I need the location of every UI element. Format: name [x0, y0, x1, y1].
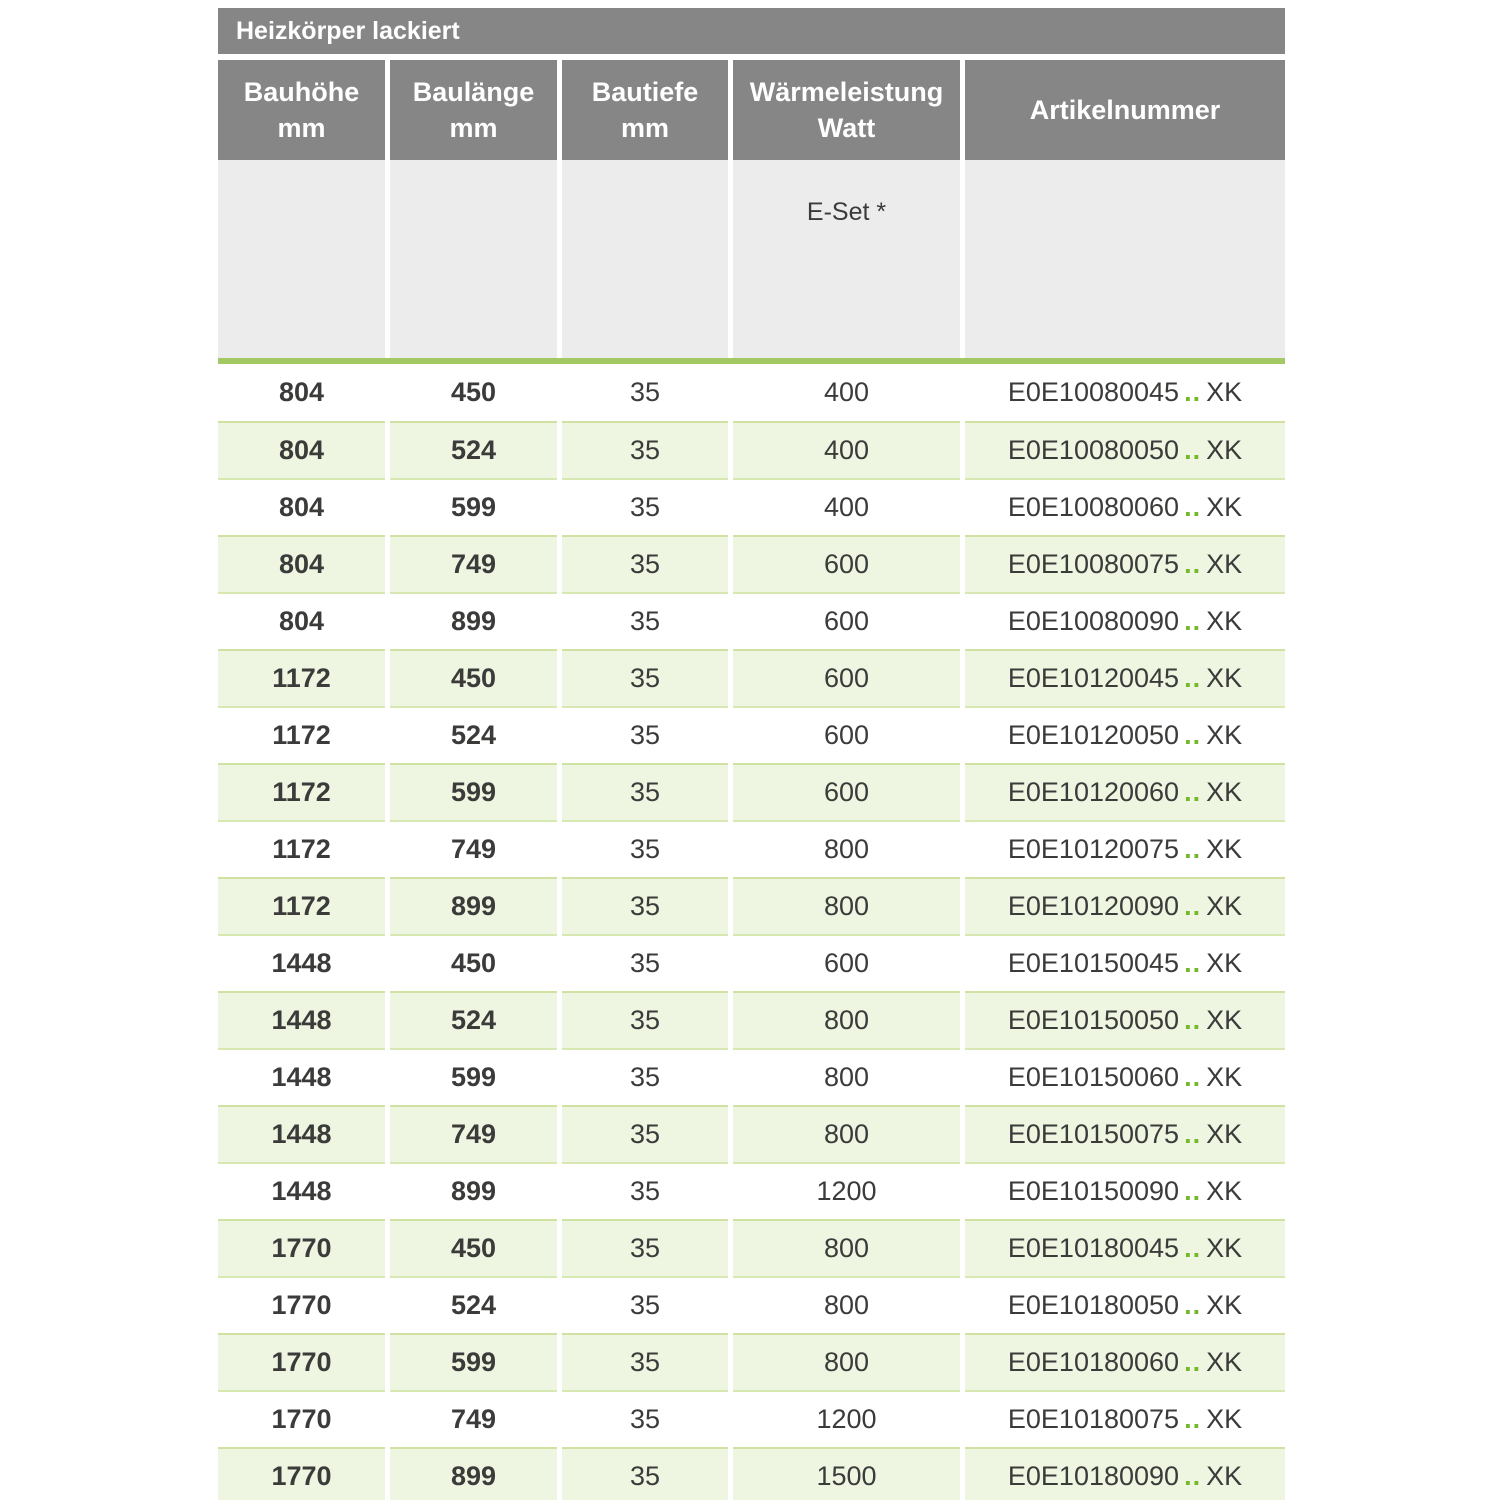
artikelnummer-suffix: XK	[1206, 1176, 1243, 1206]
cell-baulaenge: 749	[390, 1105, 557, 1162]
table-body	[218, 364, 1285, 1500]
cell-waermeleistung: 800	[733, 991, 960, 1048]
artikelnummer-prefix: E0E10180045	[1007, 1233, 1180, 1263]
cell-baulaenge: 450	[390, 649, 557, 706]
artikelnummer-color-dots: ..	[1184, 891, 1202, 921]
cell-bauhoehe: 1770	[218, 1219, 385, 1276]
cell-baulaenge: 524	[390, 421, 557, 478]
cell-baulaenge: 899	[390, 1447, 557, 1500]
table-row	[218, 934, 1285, 991]
cell-waermeleistung: 600	[733, 706, 960, 763]
cell-bauhoehe: 1448	[218, 991, 385, 1048]
column-header-unit: mm	[620, 113, 669, 143]
artikelnummer-color-dots: ..	[1184, 663, 1202, 693]
cell-waermeleistung: 600	[733, 535, 960, 592]
cell-bautiefe: 35	[562, 649, 728, 706]
cell-artikelnummer	[965, 820, 1285, 877]
cell-baulaenge: 524	[390, 706, 557, 763]
column-header-bautiefe	[562, 60, 728, 160]
table-row	[218, 1105, 1285, 1162]
cell-bautiefe: 35	[562, 877, 728, 934]
artikelnummer-suffix: XK	[1206, 1062, 1243, 1092]
cell-artikelnummer	[965, 649, 1285, 706]
artikelnummer-prefix: E0E10080045	[1007, 377, 1180, 407]
artikelnummer-suffix: XK	[1206, 377, 1243, 407]
cell-waermeleistung: 400	[733, 478, 960, 535]
cell-bauhoehe: 1172	[218, 820, 385, 877]
column-header-unit: mm	[277, 113, 326, 143]
artikelnummer-suffix: XK	[1206, 1233, 1243, 1263]
artikelnummer-prefix: E0E10120050	[1007, 720, 1180, 750]
column-header-baulaenge	[390, 60, 557, 160]
cell-bauhoehe: 804	[218, 592, 385, 649]
column-header-waermeleistung	[733, 60, 960, 160]
artikelnummer-color-dots: ..	[1184, 1005, 1202, 1035]
cell-artikelnummer	[965, 421, 1285, 478]
cell-waermeleistung: 600	[733, 934, 960, 991]
cell-artikelnummer	[965, 478, 1285, 535]
artikelnummer-prefix: E0E10120075	[1007, 834, 1180, 864]
artikelnummer-suffix: XK	[1206, 435, 1243, 465]
artikelnummer-suffix: XK	[1206, 1347, 1243, 1377]
artikelnummer-suffix: XK	[1206, 663, 1243, 693]
table-row	[218, 1219, 1285, 1276]
cell-bauhoehe: 1172	[218, 706, 385, 763]
cell-bautiefe: 35	[562, 1447, 728, 1500]
cell-baulaenge: 599	[390, 763, 557, 820]
cell-artikelnummer	[965, 763, 1285, 820]
cell-artikelnummer	[965, 1447, 1285, 1500]
cell-waermeleistung: 800	[733, 877, 960, 934]
cell-bautiefe: 35	[562, 991, 728, 1048]
subheader-cell-bauhoehe	[218, 160, 385, 358]
artikelnummer-color-dots: ..	[1184, 377, 1202, 407]
cell-waermeleistung: 1500	[733, 1447, 960, 1500]
subheader-cell-eset	[733, 160, 960, 358]
cell-artikelnummer	[965, 1333, 1285, 1390]
cell-waermeleistung: 400	[733, 364, 960, 421]
column-header-label: Artikelnummer	[1029, 94, 1221, 125]
cell-bauhoehe: 1172	[218, 877, 385, 934]
cell-waermeleistung: 800	[733, 1048, 960, 1105]
cell-baulaenge: 450	[390, 364, 557, 421]
cell-baulaenge: 899	[390, 592, 557, 649]
cell-waermeleistung: 1200	[733, 1162, 960, 1219]
table-row	[218, 763, 1285, 820]
cell-baulaenge: 899	[390, 1162, 557, 1219]
product-spec-table	[218, 8, 1285, 1500]
cell-baulaenge: 450	[390, 934, 557, 991]
cell-artikelnummer	[965, 1048, 1285, 1105]
artikelnummer-suffix: XK	[1206, 720, 1243, 750]
artikelnummer-suffix: XK	[1206, 948, 1243, 978]
cell-artikelnummer	[965, 1162, 1285, 1219]
cell-baulaenge: 599	[390, 1048, 557, 1105]
artikelnummer-prefix: E0E10150090	[1007, 1176, 1180, 1206]
artikelnummer-color-dots: ..	[1184, 1233, 1202, 1263]
artikelnummer-color-dots: ..	[1184, 606, 1202, 636]
cell-bautiefe: 35	[562, 1105, 728, 1162]
artikelnummer-prefix: E0E10080050	[1007, 435, 1180, 465]
column-header-label: Wärmeleistung	[749, 76, 944, 107]
artikelnummer-color-dots: ..	[1184, 1290, 1202, 1320]
subheader-cell-baulaenge	[390, 160, 557, 358]
table-title: Heizkörper lackiert	[236, 16, 460, 45]
artikelnummer-prefix: E0E10150075	[1007, 1119, 1180, 1149]
artikelnummer-prefix: E0E10120090	[1007, 891, 1180, 921]
table-row	[218, 649, 1285, 706]
cell-bauhoehe: 804	[218, 364, 385, 421]
eset-label: E-Set *	[806, 198, 887, 226]
cell-baulaenge: 524	[390, 991, 557, 1048]
cell-waermeleistung: 800	[733, 1219, 960, 1276]
cell-waermeleistung: 800	[733, 820, 960, 877]
table-row	[218, 1276, 1285, 1333]
table-row	[218, 991, 1285, 1048]
artikelnummer-suffix: XK	[1206, 606, 1243, 636]
cell-waermeleistung: 800	[733, 1276, 960, 1333]
cell-bauhoehe: 1770	[218, 1276, 385, 1333]
cell-bautiefe: 35	[562, 592, 728, 649]
cell-baulaenge: 599	[390, 1333, 557, 1390]
cell-baulaenge: 749	[390, 820, 557, 877]
cell-artikelnummer	[965, 364, 1285, 421]
cell-artikelnummer	[965, 535, 1285, 592]
artikelnummer-suffix: XK	[1206, 1119, 1243, 1149]
cell-bauhoehe: 1172	[218, 763, 385, 820]
artikelnummer-color-dots: ..	[1184, 1404, 1202, 1434]
artikelnummer-prefix: E0E10180075	[1007, 1404, 1180, 1434]
cell-bautiefe: 35	[562, 478, 728, 535]
artikelnummer-prefix: E0E10120045	[1007, 663, 1180, 693]
column-header-bauhoehe	[218, 60, 385, 160]
cell-bauhoehe: 804	[218, 421, 385, 478]
artikelnummer-prefix: E0E10150045	[1007, 948, 1180, 978]
cell-baulaenge: 599	[390, 478, 557, 535]
cell-bautiefe: 35	[562, 1048, 728, 1105]
cell-baulaenge: 899	[390, 877, 557, 934]
table-title-bar	[218, 8, 1285, 54]
column-header-unit: Watt	[817, 113, 876, 143]
table-row	[218, 421, 1285, 478]
artikelnummer-suffix: XK	[1206, 891, 1243, 921]
cell-baulaenge: 749	[390, 535, 557, 592]
artikelnummer-color-dots: ..	[1184, 834, 1202, 864]
artikelnummer-color-dots: ..	[1184, 549, 1202, 579]
table-row	[218, 1048, 1285, 1105]
column-header-unit: mm	[449, 113, 498, 143]
artikelnummer-suffix: XK	[1206, 1461, 1243, 1491]
artikelnummer-prefix: E0E10080075	[1007, 549, 1180, 579]
table-row	[218, 1390, 1285, 1447]
table-row	[218, 592, 1285, 649]
table-row	[218, 877, 1285, 934]
cell-bautiefe: 35	[562, 364, 728, 421]
artikelnummer-color-dots: ..	[1184, 435, 1202, 465]
artikelnummer-color-dots: ..	[1184, 492, 1202, 522]
cell-baulaenge: 524	[390, 1276, 557, 1333]
cell-bautiefe: 35	[562, 1333, 728, 1390]
cell-artikelnummer	[965, 1390, 1285, 1447]
subheader-cell-artikelnummer	[965, 160, 1285, 358]
table-header-row	[218, 60, 1285, 160]
table-row	[218, 1333, 1285, 1390]
artikelnummer-suffix: XK	[1206, 1005, 1243, 1035]
cell-baulaenge: 749	[390, 1390, 557, 1447]
artikelnummer-color-dots: ..	[1184, 720, 1202, 750]
artikelnummer-color-dots: ..	[1184, 1347, 1202, 1377]
cell-bauhoehe: 804	[218, 535, 385, 592]
table-row	[218, 364, 1285, 421]
artikelnummer-suffix: XK	[1206, 777, 1243, 807]
artikelnummer-suffix: XK	[1206, 1290, 1243, 1320]
table-row	[218, 1447, 1285, 1500]
artikelnummer-suffix: XK	[1206, 492, 1243, 522]
cell-bautiefe: 35	[562, 934, 728, 991]
artikelnummer-suffix: XK	[1206, 834, 1243, 864]
subheader-cell-bautiefe	[562, 160, 728, 358]
cell-bauhoehe: 1770	[218, 1390, 385, 1447]
cell-bauhoehe: 1448	[218, 934, 385, 991]
cell-artikelnummer	[965, 1276, 1285, 1333]
cell-bauhoehe: 804	[218, 478, 385, 535]
cell-bautiefe: 35	[562, 763, 728, 820]
artikelnummer-prefix: E0E10080060	[1007, 492, 1180, 522]
column-header-label: Bautiefe	[591, 76, 699, 107]
cell-waermeleistung: 1200	[733, 1390, 960, 1447]
cell-bautiefe: 35	[562, 1162, 728, 1219]
artikelnummer-prefix: E0E10080090	[1007, 606, 1180, 636]
artikelnummer-color-dots: ..	[1184, 777, 1202, 807]
cell-artikelnummer	[965, 706, 1285, 763]
artikelnummer-color-dots: ..	[1184, 948, 1202, 978]
column-header-label: Baulänge	[412, 76, 535, 107]
cell-bautiefe: 35	[562, 820, 728, 877]
cell-artikelnummer	[965, 934, 1285, 991]
artikelnummer-color-dots: ..	[1184, 1461, 1202, 1491]
artikelnummer-suffix: XK	[1206, 1404, 1243, 1434]
artikelnummer-color-dots: ..	[1184, 1119, 1202, 1149]
cell-waermeleistung: 600	[733, 649, 960, 706]
cell-artikelnummer	[965, 592, 1285, 649]
cell-bautiefe: 35	[562, 535, 728, 592]
artikelnummer-color-dots: ..	[1184, 1176, 1202, 1206]
cell-bautiefe: 35	[562, 706, 728, 763]
cell-bauhoehe: 1448	[218, 1048, 385, 1105]
cell-waermeleistung: 600	[733, 592, 960, 649]
artikelnummer-color-dots: ..	[1184, 1062, 1202, 1092]
column-header-label: Bauhöhe	[243, 76, 360, 107]
cell-bauhoehe: 1448	[218, 1162, 385, 1219]
cell-bauhoehe: 1172	[218, 649, 385, 706]
artikelnummer-prefix: E0E10120060	[1007, 777, 1180, 807]
cell-bauhoehe: 1770	[218, 1447, 385, 1500]
cell-bautiefe: 35	[562, 1390, 728, 1447]
cell-artikelnummer	[965, 1219, 1285, 1276]
cell-waermeleistung: 400	[733, 421, 960, 478]
table-row	[218, 478, 1285, 535]
cell-bautiefe: 35	[562, 1276, 728, 1333]
table-row	[218, 706, 1285, 763]
cell-bautiefe: 35	[562, 421, 728, 478]
artikelnummer-prefix: E0E10180050	[1007, 1290, 1180, 1320]
artikelnummer-prefix: E0E10150060	[1007, 1062, 1180, 1092]
artikelnummer-suffix: XK	[1206, 549, 1243, 579]
column-header-artikelnummer	[965, 60, 1285, 160]
cell-bauhoehe: 1770	[218, 1333, 385, 1390]
cell-artikelnummer	[965, 991, 1285, 1048]
cell-artikelnummer	[965, 877, 1285, 934]
cell-waermeleistung: 800	[733, 1333, 960, 1390]
cell-bauhoehe: 1448	[218, 1105, 385, 1162]
artikelnummer-prefix: E0E10180060	[1007, 1347, 1180, 1377]
artikelnummer-prefix: E0E10180090	[1007, 1461, 1180, 1491]
table-row	[218, 820, 1285, 877]
table-row	[218, 535, 1285, 592]
cell-waermeleistung: 600	[733, 763, 960, 820]
cell-waermeleistung: 800	[733, 1105, 960, 1162]
artikelnummer-prefix: E0E10150050	[1007, 1005, 1180, 1035]
cell-bautiefe: 35	[562, 1219, 728, 1276]
table-row	[218, 1162, 1285, 1219]
cell-artikelnummer	[965, 1105, 1285, 1162]
cell-baulaenge: 450	[390, 1219, 557, 1276]
table-subheader-row	[218, 160, 1285, 358]
